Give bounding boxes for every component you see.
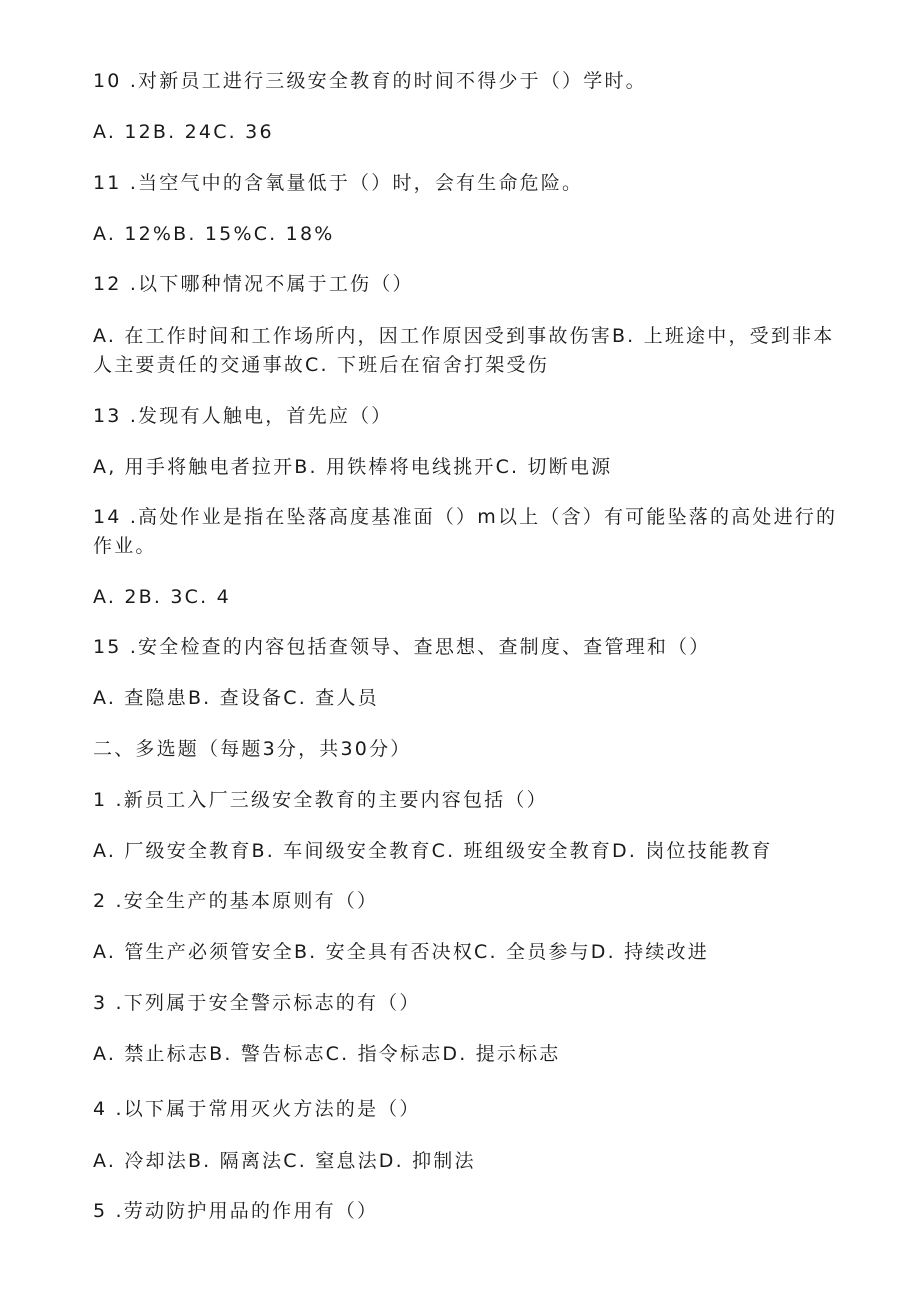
section-heading-multiple-choice: 二、多选题（每题3分，共30分）	[93, 738, 412, 760]
multi-question-2-options: A. 管生产必须管安全B. 安全具有否决权C. 全员参与D. 持续改进	[93, 941, 709, 963]
multi-question-1: 1 .新员工入厂三级安全教育的主要内容包括（）	[93, 789, 548, 811]
question-15-options: A. 查隐患B. 查设备C. 查人员	[93, 687, 379, 709]
question-11-options: A. 12%B. 15%C. 18%	[93, 223, 335, 245]
multi-question-3: 3 .下列属于安全警示标志的有（）	[93, 992, 421, 1014]
question-10: 10 .对新员工进行三级安全教育的时间不得少于（）学时。	[93, 70, 647, 92]
question-12-options: A. 在工作时间和工作场所内，因工作原因受到事故伤害B. 上班途中，受到非本人主要责任的交通事故C. 下班后在宿舍打架受伤	[93, 325, 835, 376]
question-11: 11 .当空气中的含氧量低于（）时，会有生命危险。	[93, 172, 584, 194]
question-12: 12 .以下哪种情况不属于工伤（）	[93, 273, 414, 295]
multi-question-3-options: A. 禁止标志B. 警告标志C. 指令标志D. 提示标志	[93, 1043, 561, 1065]
question-10-options: A. 12B. 24C. 36	[93, 121, 274, 143]
question-15: 15 .安全检查的内容包括查领导、查思想、查制度、查管理和（）	[93, 636, 711, 658]
question-14-options: A. 2B. 3C. 4	[93, 586, 231, 608]
multi-question-2: 2 .安全生产的基本原则有（）	[93, 890, 379, 912]
multi-question-4: 4 .以下属于常用灭火方法的是（）	[93, 1098, 421, 1120]
multi-question-5: 5 .劳动防护用品的作用有（）	[93, 1200, 379, 1222]
question-14: 14 .高处作业是指在坠落高度基准面（）m以上（含）有可能坠落的高处进行的作业。	[93, 506, 838, 557]
multi-question-4-options: A. 冷却法B. 隔离法C. 窒息法D. 抑制法	[93, 1150, 476, 1172]
question-13-options: A, 用手将触电者拉开B. 用铁棒将电线挑开C. 切断电源	[93, 456, 613, 478]
multi-question-1-options: A. 厂级安全教育B. 车间级安全教育C. 班组级安全教育D. 岗位技能教育	[93, 840, 773, 862]
question-13: 13 .发现有人触电，首先应（）	[93, 405, 393, 427]
